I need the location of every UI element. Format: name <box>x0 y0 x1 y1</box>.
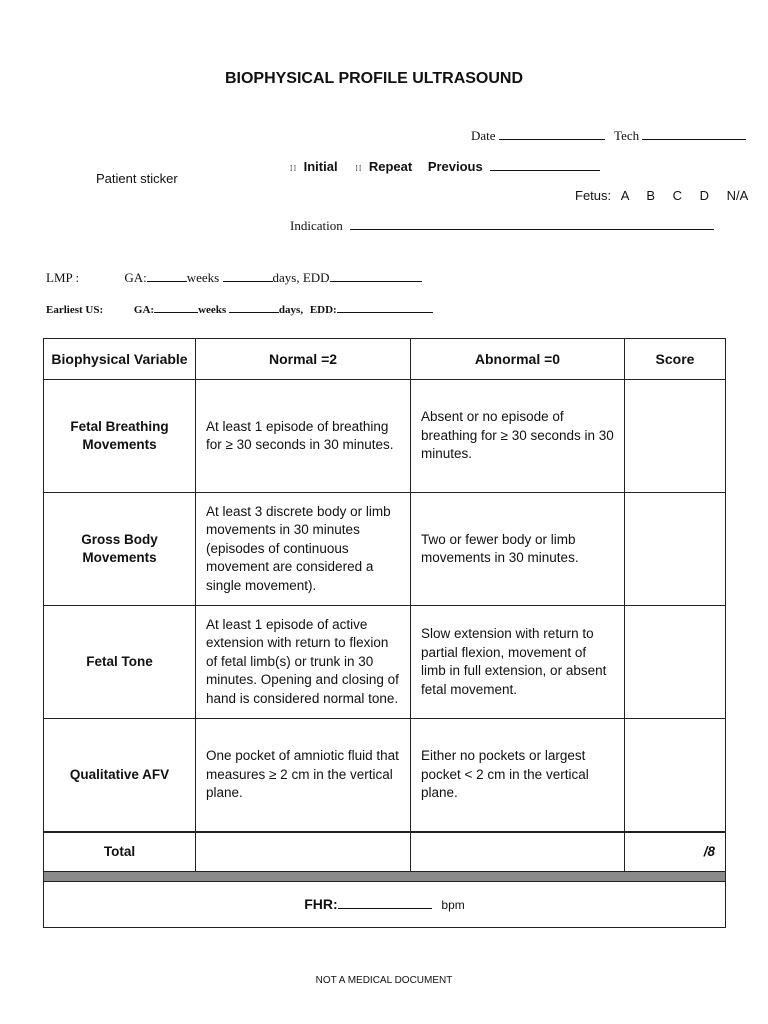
fetus-row <box>575 188 748 203</box>
lmp-ga-label: GA: <box>124 270 147 285</box>
us-edd-field[interactable] <box>337 300 433 313</box>
us-days-field[interactable] <box>229 300 279 313</box>
patient-sticker-label: Patient sticker <box>96 171 178 186</box>
lmp-label: LMP : <box>46 270 80 285</box>
lmp-days-label: days, <box>272 270 300 285</box>
fhr-field[interactable] <box>338 898 432 909</box>
fhr-row <box>44 882 726 928</box>
score-cell[interactable] <box>625 380 726 493</box>
total-row <box>44 832 726 872</box>
total-score[interactable]: /8 <box>625 832 726 872</box>
variable-cell: Qualitative AFV <box>44 719 196 832</box>
gray-separator-bar <box>44 872 726 882</box>
abnormal-cell: Slow extension with return to partial flexion, movement of limb in full extension, or absent fetal movement. <box>411 606 625 719</box>
table-row <box>44 606 726 719</box>
table-row <box>44 719 726 832</box>
us-weeks-field[interactable] <box>154 300 198 313</box>
table-header-row <box>44 339 726 380</box>
initial-checkbox-icon[interactable]: ⁞⁞ <box>290 164 298 173</box>
lmp-weeks-label: weeks <box>186 270 220 285</box>
date-tech-row <box>471 127 746 144</box>
fhr-unit: bpm <box>441 897 465 912</box>
fetus-option-b[interactable]: B <box>646 188 656 203</box>
fhr-cell <box>44 882 726 928</box>
total-label: Total <box>44 832 196 872</box>
earliest-us-label: Earliest US: <box>46 304 104 316</box>
variable-cell: Fetal Breathing Movements <box>44 380 196 493</box>
variable-cell: Gross Body Movements <box>44 493 196 606</box>
col-header-score: Score <box>625 339 726 380</box>
gray-separator <box>44 872 726 882</box>
score-cell[interactable] <box>625 493 726 606</box>
table-row <box>44 380 726 493</box>
normal-cell: One pocket of amniotic fluid that measures ≥ 2 cm in the vertical plane. <box>196 719 411 832</box>
fetus-option-c[interactable]: C <box>672 188 683 203</box>
visit-type-row <box>290 158 600 174</box>
lmp-edd-field[interactable] <box>330 269 422 282</box>
fetus-label: Fetus: <box>575 188 612 203</box>
col-header-normal: Normal =2 <box>196 339 411 380</box>
variable-cell: Fetal Tone <box>44 606 196 719</box>
page-title: BIOPHYSICAL PROFILE ULTRASOUND <box>224 70 524 87</box>
normal-cell: At least 1 episode of active extension with return to flexion of fetal limb(s) or trunk in 30 minutes. Opening and closing of hand is considered normal tone. <box>196 606 411 719</box>
footer-note: NOT A MEDICAL DOCUMENT <box>315 975 453 986</box>
lmp-weeks-field[interactable] <box>147 269 187 282</box>
col-header-variable: Biophysical Variable <box>44 339 196 380</box>
initial-label: Initial <box>303 159 338 174</box>
repeat-checkbox-icon[interactable]: ⁞⁞ <box>355 164 363 173</box>
fetus-option-na[interactable]: N/A <box>726 188 749 203</box>
tech-label: Tech <box>614 128 640 143</box>
previous-label: Previous <box>427 159 483 174</box>
us-weeks-label: weeks <box>198 304 227 316</box>
us-ga-label: GA: <box>133 304 155 316</box>
abnormal-cell: Absent or no episode of breathing for ≥ 30 seconds in 30 minutes. <box>411 380 625 493</box>
normal-cell: At least 3 discrete body or limb movements in 30 minutes (episodes of continuous movement are considered a single movement). <box>196 493 411 606</box>
fetus-option-d[interactable]: D <box>699 188 710 203</box>
score-cell[interactable] <box>625 719 726 832</box>
score-cell[interactable] <box>625 606 726 719</box>
us-days-label: days, <box>278 304 304 316</box>
lmp-edd-label: EDD <box>302 270 330 285</box>
lmp-days-field[interactable] <box>223 269 273 282</box>
total-abnormal-cell <box>411 832 625 872</box>
fetus-option-a[interactable]: A <box>620 188 629 203</box>
us-edd-label: EDD: <box>309 304 337 316</box>
normal-cell: At least 1 episode of breathing for ≥ 30 seconds in 30 minutes. <box>196 380 411 493</box>
table-row <box>44 493 726 606</box>
abnormal-cell: Two or fewer body or limb movements in 30 minutes. <box>411 493 625 606</box>
indication-label: Indication <box>290 218 343 233</box>
bpp-score-table <box>43 338 726 928</box>
tech-field[interactable] <box>642 127 746 140</box>
lmp-row <box>46 269 422 286</box>
abnormal-cell: Either no pockets or largest pocket < 2 cm in the vertical plane. <box>411 719 625 832</box>
date-label: Date <box>471 128 496 143</box>
repeat-label: Repeat <box>368 159 413 174</box>
previous-field[interactable] <box>490 158 600 171</box>
date-field[interactable] <box>499 127 605 140</box>
total-normal-cell <box>196 832 411 872</box>
col-header-abnormal: Abnormal =0 <box>411 339 625 380</box>
indication-field[interactable] <box>350 217 714 230</box>
indication-row <box>290 217 714 234</box>
earliest-us-row <box>46 300 433 316</box>
fhr-label: FHR: <box>304 895 338 912</box>
